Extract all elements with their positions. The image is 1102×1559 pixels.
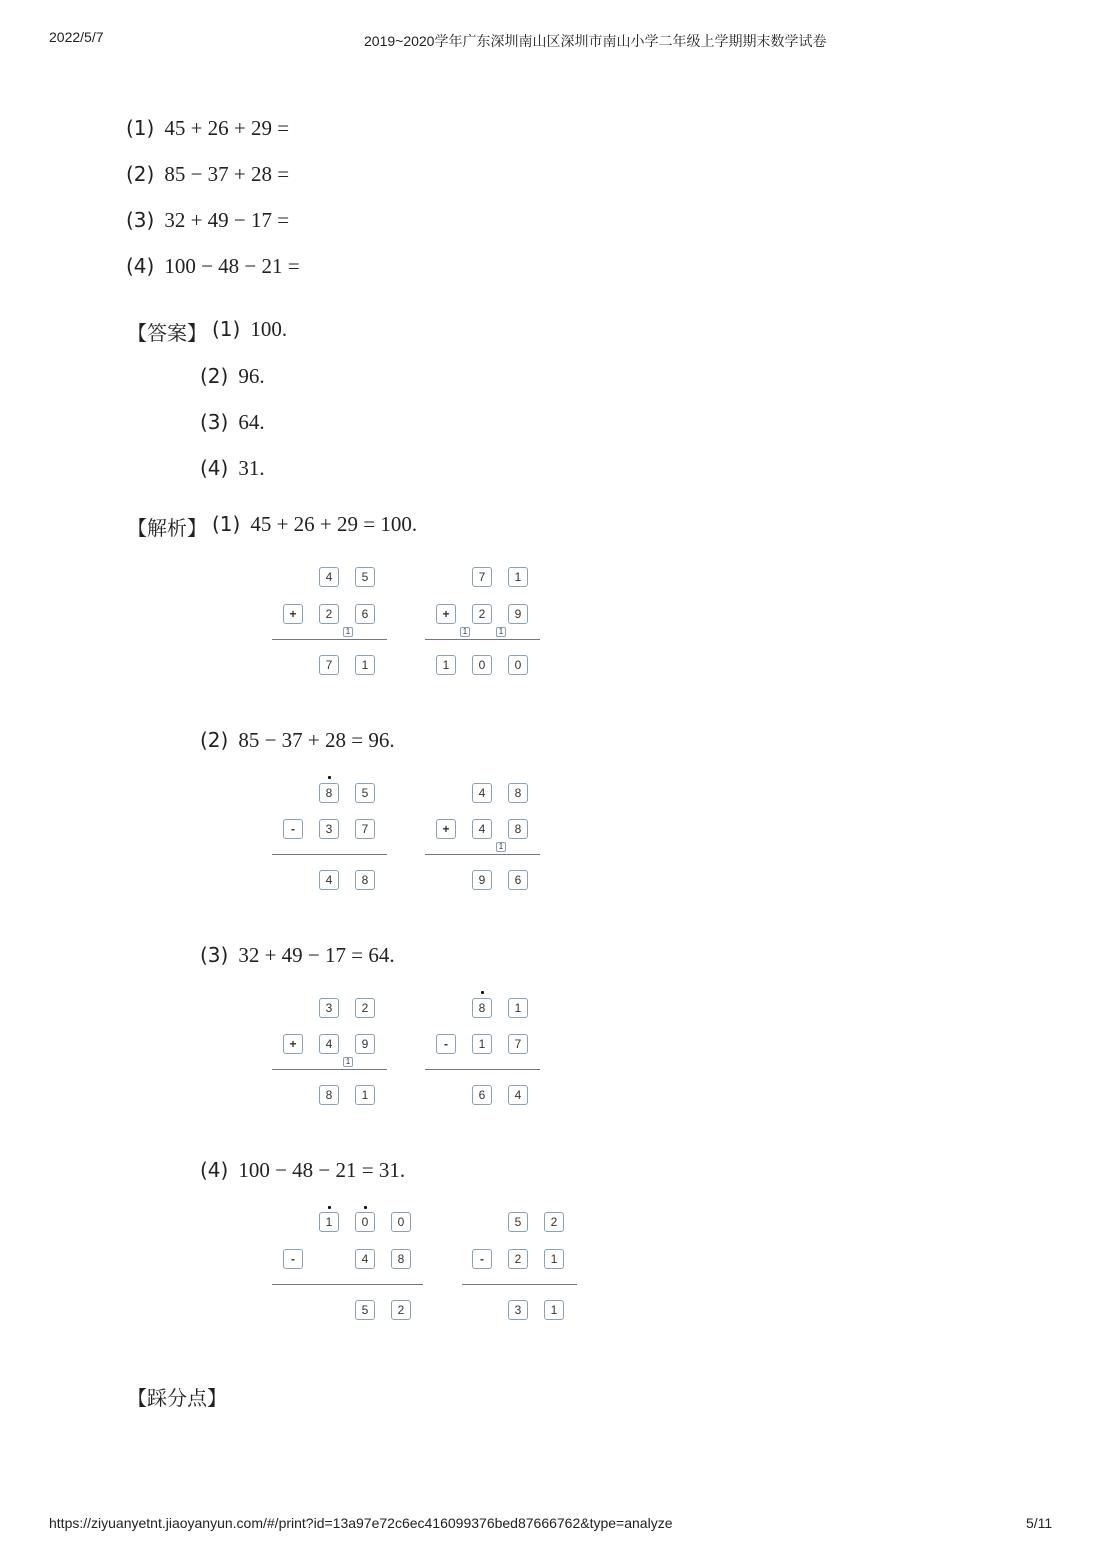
digit-box: 9: [472, 870, 492, 890]
answer-value: 100.: [250, 317, 288, 341]
page-number: 5/11: [1026, 1515, 1053, 1531]
operator-box: -: [283, 819, 303, 839]
digit-box: 2: [391, 1300, 411, 1320]
result-rule: [272, 854, 387, 855]
digit-box: 0: [472, 655, 492, 675]
result-rule: [272, 639, 387, 640]
borrow-dot: [481, 991, 484, 994]
question-expression: 45 + 26 + 29 =: [164, 116, 290, 140]
operator-box: -: [283, 1249, 303, 1269]
digit-box: 1: [508, 567, 528, 587]
digit-box: 1: [436, 655, 456, 675]
operator-box: +: [283, 1034, 303, 1054]
question-1: [126, 116, 289, 141]
digit-box: 0: [391, 1212, 411, 1232]
digit-box: 5: [355, 567, 375, 587]
digit-box: 4: [472, 783, 492, 803]
digit-box: 3: [508, 1300, 528, 1320]
carry-mark: 1: [460, 627, 470, 637]
analysis-2: [200, 728, 395, 753]
digit-box: 1: [355, 655, 375, 675]
question-3: [126, 208, 289, 233]
answer-label: (4): [200, 456, 229, 480]
digit-box: 8: [355, 870, 375, 890]
digit-box: 5: [508, 1212, 528, 1232]
operator-box: +: [436, 819, 456, 839]
digit-box: 4: [319, 567, 339, 587]
carry-mark: 1: [496, 842, 506, 852]
digit-box: 8: [472, 998, 492, 1018]
digit-box: 6: [472, 1085, 492, 1105]
digit-box: 5: [355, 1300, 375, 1320]
answer-label: (1): [212, 317, 241, 341]
digit-box: 7: [508, 1034, 528, 1054]
answer-heading: 【答案】: [127, 323, 207, 345]
analysis-label: (3): [200, 943, 229, 967]
digit-box: 8: [319, 1085, 339, 1105]
question-4: [126, 254, 300, 279]
answer-value: 96.: [238, 364, 265, 388]
analysis-1: [212, 512, 417, 537]
question-expression: 100 − 48 − 21 =: [164, 254, 300, 278]
digit-box: 9: [508, 604, 528, 624]
digit-box: 2: [319, 604, 339, 624]
digit-box: 1: [544, 1300, 564, 1320]
digit-box: 4: [319, 1034, 339, 1054]
question-2: [126, 162, 289, 187]
answer-3: [200, 410, 265, 435]
question-label: (3): [126, 208, 155, 232]
digit-box: 4: [472, 819, 492, 839]
score-points-heading: 【踩分点】: [127, 1388, 227, 1410]
answer-value: 64.: [238, 410, 265, 434]
document-title: 2019~2020学年广东深圳南山区深圳市南山小学二年级上学期期末数学试卷: [364, 33, 827, 49]
source-url: https://ziyuanyetnt.jiaoyanyun.com/#/print?id=13a97e72c6ec416099376bed87666762&type=analyze: [49, 1515, 673, 1531]
digit-box: 1: [319, 1212, 339, 1232]
digit-box: 8: [391, 1249, 411, 1269]
digit-box: 8: [508, 819, 528, 839]
question-label: (1): [126, 116, 155, 140]
answer-4: [200, 456, 265, 481]
digit-box: 4: [355, 1249, 375, 1269]
digit-box: 2: [355, 998, 375, 1018]
question-expression: 85 − 37 + 28 =: [164, 162, 290, 186]
digit-box: 0: [355, 1212, 375, 1232]
digit-box: 2: [472, 604, 492, 624]
digit-box: 8: [508, 783, 528, 803]
digit-box: 7: [472, 567, 492, 587]
operator-box: -: [472, 1249, 492, 1269]
result-rule: [425, 639, 540, 640]
digit-box: 1: [508, 998, 528, 1018]
answer-2: [200, 364, 265, 389]
digit-box: 1: [355, 1085, 375, 1105]
digit-box: 4: [508, 1085, 528, 1105]
digit-box: 8: [319, 783, 339, 803]
carry-mark: 1: [343, 1057, 353, 1067]
carry-mark: 1: [496, 627, 506, 637]
operator-box: +: [436, 604, 456, 624]
digit-box: 9: [355, 1034, 375, 1054]
analysis-3: [200, 943, 395, 968]
digit-box: 3: [319, 998, 339, 1018]
result-rule: [425, 854, 540, 855]
result-rule: [272, 1069, 387, 1070]
analysis-4: [200, 1158, 405, 1183]
analysis-expression: 100 − 48 − 21 = 31.: [238, 1158, 406, 1182]
analysis-heading: 【解析】: [127, 518, 207, 540]
question-label: (4): [126, 254, 155, 278]
carry-mark: 1: [343, 627, 353, 637]
question-label: (2): [126, 162, 155, 186]
answer-label: (2): [200, 364, 229, 388]
digit-box: 3: [319, 819, 339, 839]
result-rule: [425, 1069, 540, 1070]
analysis-label: (1): [212, 512, 241, 536]
operator-box: +: [283, 604, 303, 624]
digit-box: 7: [355, 819, 375, 839]
answer-1: [212, 317, 287, 342]
digit-box: 7: [319, 655, 339, 675]
analysis-expression: 45 + 26 + 29 = 100.: [250, 512, 418, 536]
operator-box: -: [436, 1034, 456, 1054]
digit-box: 0: [508, 655, 528, 675]
digit-box: 2: [508, 1249, 528, 1269]
digit-box: 4: [319, 870, 339, 890]
borrow-dot: [328, 776, 331, 779]
analysis-label: (4): [200, 1158, 229, 1182]
analysis-expression: 32 + 49 − 17 = 64.: [238, 943, 395, 967]
answer-label: (3): [200, 410, 229, 434]
question-expression: 32 + 49 − 17 =: [164, 208, 290, 232]
borrow-dot: [364, 1206, 367, 1209]
analysis-label: (2): [200, 728, 229, 752]
digit-box: 6: [355, 604, 375, 624]
analysis-expression: 85 − 37 + 28 = 96.: [238, 728, 395, 752]
digit-box: 1: [544, 1249, 564, 1269]
answer-value: 31.: [238, 456, 265, 480]
result-rule: [272, 1284, 423, 1285]
print-date: 2022/5/7: [49, 29, 104, 45]
digit-box: 6: [508, 870, 528, 890]
digit-box: 5: [355, 783, 375, 803]
digit-box: 2: [544, 1212, 564, 1232]
digit-box: 1: [472, 1034, 492, 1054]
result-rule: [462, 1284, 577, 1285]
borrow-dot: [328, 1206, 331, 1209]
